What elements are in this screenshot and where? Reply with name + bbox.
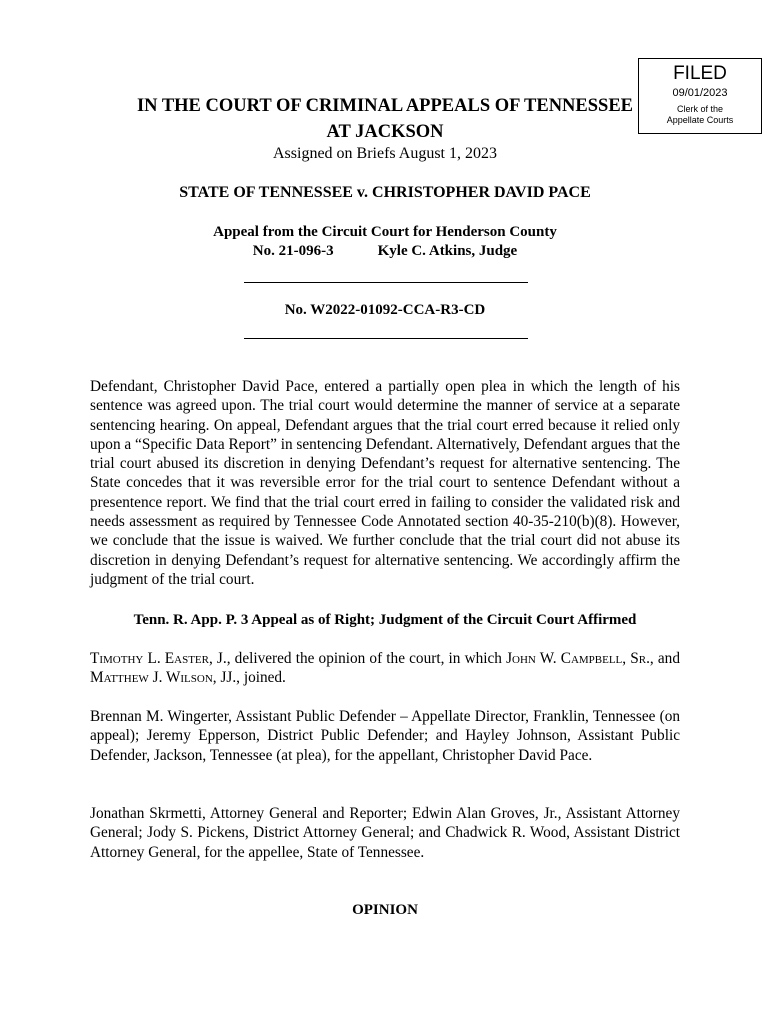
appeal-from: Appeal from the Circuit Court for Henderson County xyxy=(213,224,557,240)
appellant-counsel: Brennan M. Wingerter, Assistant Public Defender – Appellate Director, Franklin, Tennessee (on appeal); Jeremy Epperson, District Public Defender; and Hayley Johnson, Assistant Public Defender, Jackson, Tennessee (at plea), for the appellant, Christopher David Pace. xyxy=(90,708,680,764)
filed-label: FILED xyxy=(673,63,727,84)
trial-judge: Kyle C. Atkins, Judge xyxy=(377,243,518,259)
trial-docket-line xyxy=(0,243,770,260)
judge-name: John W. Campbell xyxy=(506,650,623,667)
appellee-counsel: Jonathan Skrmetti, Attorney General and Reporter; Edwin Alan Groves, Jr., Assistant Attorney General; Jody S. Pickens, District Attorney General; and Chadwick R. Wood, Assistant District Attorney General, for the appellee, State of Tennessee. xyxy=(90,805,680,861)
assigned-date: Assigned on Briefs August 1, 2023 xyxy=(273,145,497,162)
abstract-paragraph: Defendant, Christopher David Pace, entered a partially open plea in which the length of his sentence was agreed upon. The trial court would determine the manner of service at a separate sentencing hearing. On appeal, Defendant argues that the trial court erred because it relied only upon a “Specific Data Report” in sentencing Defendant. Alternatively, Defendant argues that the trial court abused its discretion in denying Defendant’s request for alternative sentencing. The State concedes that it was reversible error for the trial court to sentence Defendant without a presentence report. We find that the trial court erred in failing to consider the validated risk and needs assessment as required by Tennessee Code Annotated section 40-35-210(b)(8). However, we conclude that the issue is waived. We further conclude that the trial court did not abuse its discretion in denying Defendant’s request for alternative sentencing. We accordingly affirm the judgment of the trial court. xyxy=(90,378,680,588)
opinion-heading: OPINION xyxy=(352,902,418,918)
authors-text: , J., delivered the opinion of the court, in which xyxy=(208,650,507,667)
filed-date: 09/01/2023 xyxy=(672,87,728,99)
court-location: AT JACKSON xyxy=(326,122,444,142)
trial-number: No. 21-096-3 xyxy=(252,243,334,259)
divider xyxy=(244,282,528,283)
holding-line: Tenn. R. App. P. 3 Appeal as of Right; Judgment of the Circuit Court Affirmed xyxy=(133,612,637,628)
judge-suffix: Sr. xyxy=(630,650,650,667)
clerk-line: Clerk of the xyxy=(676,104,724,114)
appellate-courts-line: Appellate Courts xyxy=(666,115,734,125)
authors-paragraph xyxy=(90,649,680,688)
authors-text: , JJ., joined. xyxy=(212,669,286,687)
court-name: IN THE COURT OF CRIMINAL APPEALS OF TENNESSEE xyxy=(136,96,634,116)
case-title: STATE OF TENNESSEE v. CHRISTOPHER DAVID PACE xyxy=(179,184,591,201)
divider xyxy=(244,338,528,339)
case-number: No. W2022-01092-CCA-R3-CD xyxy=(284,302,486,318)
authors-text: , xyxy=(622,650,631,667)
judge-name: Matthew J. Wilson xyxy=(90,669,213,687)
author-name: Timothy L. Easter xyxy=(90,650,209,667)
authors-text: , and xyxy=(649,650,680,667)
